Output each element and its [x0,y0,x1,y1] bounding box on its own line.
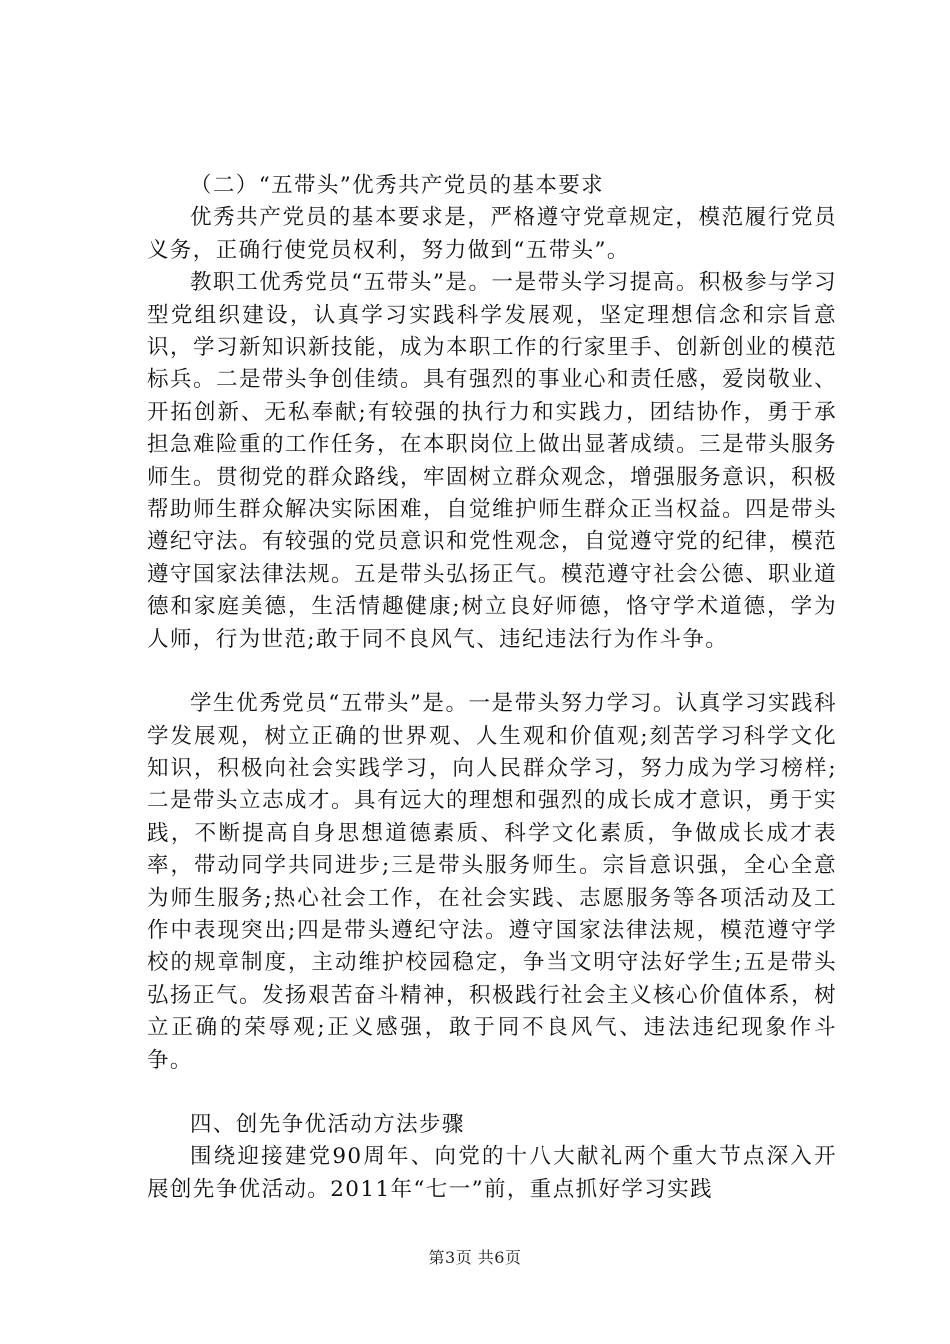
paragraph-staff-five-leads: 教职工优秀党员“五带头”是。一是带头学习提高。积极参与学习型党组织建设，认真学习实践科学发展观，坚定理想信念和宗旨意识，学习新知识新技能，成为本职工作的行家里手、创新创业的模范标兵。二是带头争创佳绩。具有强烈的事业心和责任感，爱岗敬业、开拓创新、无私奉献;有较强的执行力和实践力，团结协作，勇于承担急难险重的工作任务，在本职岗位上做出显著成绩。三是带头服务师生。贯彻党的群众路线，牢固树立群众观念，增强服务意识，积极帮助师生群众解决实际困难，自觉维护师生群众正当权益。四是带头遵纪守法。有较强的党员意识和党性观念，自觉遵守党的纪律，模范遵守国家法律法规。五是带头弘扬正气。模范遵守社会公德、职业道德和家庭美德，生活情趣健康;树立良好师德，恪守学术道德，学为人师，行为世范;敢于同不良风气、违纪违法行为作斗争。 [147,270,837,652]
paragraph-basic-requirements: 优秀共产党员的基本要求是，严格遵守党章规定，模范履行党员义务，正确行使党员权利，努力做到“五带头”。 [147,205,837,263]
section-heading: 四、创先争优活动方法步骤 [190,1111,465,1137]
page-number-footer: 第3页 共6页 [428,1248,522,1267]
paragraph-student-five-leads: 学生优秀党员“五带头”是。一是带头努力学习。认真学习实践科学发展观，树立正确的世界观、人生观和价值观;刻苦学习科学文化知识，积极向社会实践学习，向人民群众学习，努力成为学习榜样;二是带头立志成才。具有远大的理想和强烈的成长成才意识，勇于实践，不断提高自身思想道德素质、科学文化素质，争做成长成才表率，带动同学共同进步;三是带头服务师生。宗旨意识强，全心全意为师生服务;热心社会工作，在社会实践、志愿服务等各项活动及工作中表现突出;四是带头遵纪守法。遵守国家法律法规，模范遵守学校的规章制度，主动维护校园稳定，争当文明守法好学生;五是带头弘扬正气。发扬艰苦奋斗精神，积极践行社会主义核心价值体系，树立正确的荣辱观;正义感强，敢于同不良风气、违法违纪现象作斗争。 [147,691,837,1073]
document-body [147,170,837,1206]
paragraph-spacer [147,656,837,688]
paragraph-method-steps: 围绕迎接建党90周年、向党的十八大献礼两个重大节点深入开展创先争优活动。2011年“七一”前，重点抓好学习实践 [147,1144,837,1202]
paragraph-spacer [147,1077,837,1109]
section-heading: （二）“五带头”优秀共产党员的基本要求 [190,173,605,198]
